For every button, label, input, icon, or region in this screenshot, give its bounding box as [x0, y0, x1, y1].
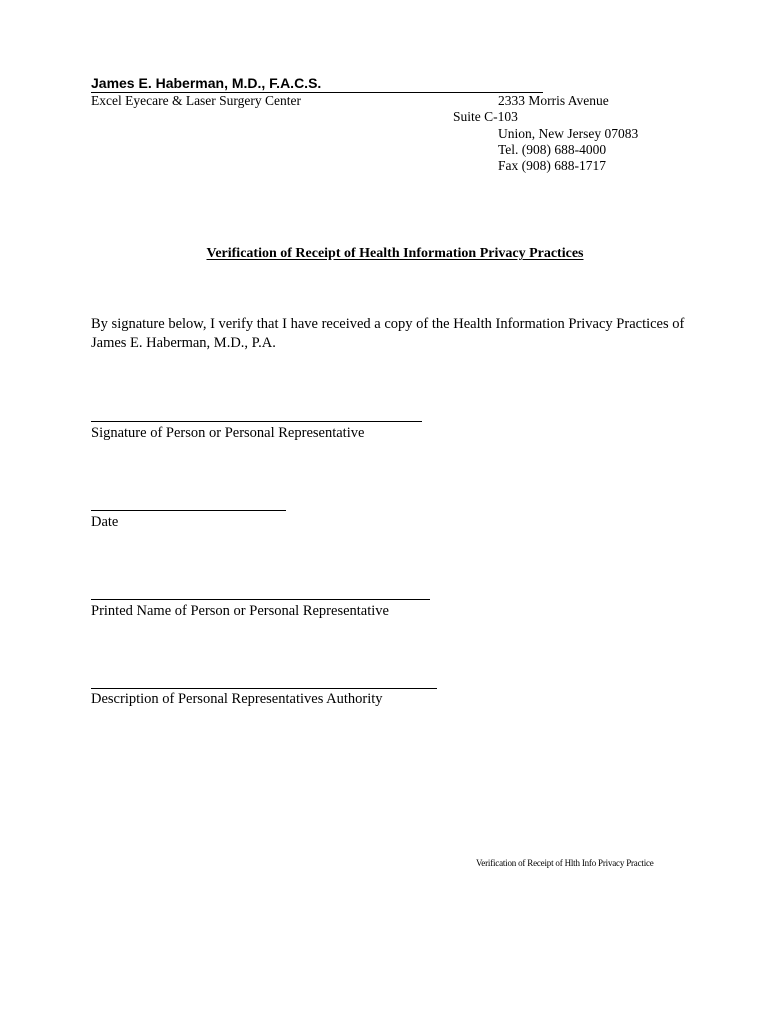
practice-name: Excel Eyecare & Laser Surgery Center: [91, 93, 302, 108]
address-city-state-zip: Union, New Jersey 07083: [498, 126, 639, 141]
fax-number: Fax (908) 688-1717: [498, 158, 606, 173]
authority-description-label: Description of Personal Representatives Authority: [91, 691, 383, 707]
page-footer: Verification of Receipt of Hlth Info Privacy Practice: [476, 858, 654, 868]
signature-line[interactable]: [91, 421, 422, 422]
telephone-number: Tel. (908) 688-4000: [498, 142, 607, 157]
verification-statement: By signature below, I verify that I have received a copy of the Health Information Privacy Practices of James E. Haberman, M.D., P.A.: [91, 316, 685, 351]
authority-description-line[interactable]: [91, 688, 437, 689]
address-street: 2333 Morris Avenue: [498, 93, 609, 108]
document-title: [0, 245, 770, 263]
date-label: Date: [91, 514, 119, 530]
signature-label: Signature of Person or Personal Representative: [91, 425, 365, 441]
printed-name-label: Printed Name of Person or Personal Representative: [91, 603, 389, 619]
address-suite: Suite C-103: [453, 109, 518, 124]
date-line[interactable]: [91, 510, 286, 511]
printed-name-line[interactable]: [91, 599, 430, 600]
doctor-name-heading: James E. Haberman, M.D., F.A.C.S.: [91, 74, 543, 93]
document-title-text: Verification of Receipt of Health Information Privacy Practices: [206, 246, 584, 261]
